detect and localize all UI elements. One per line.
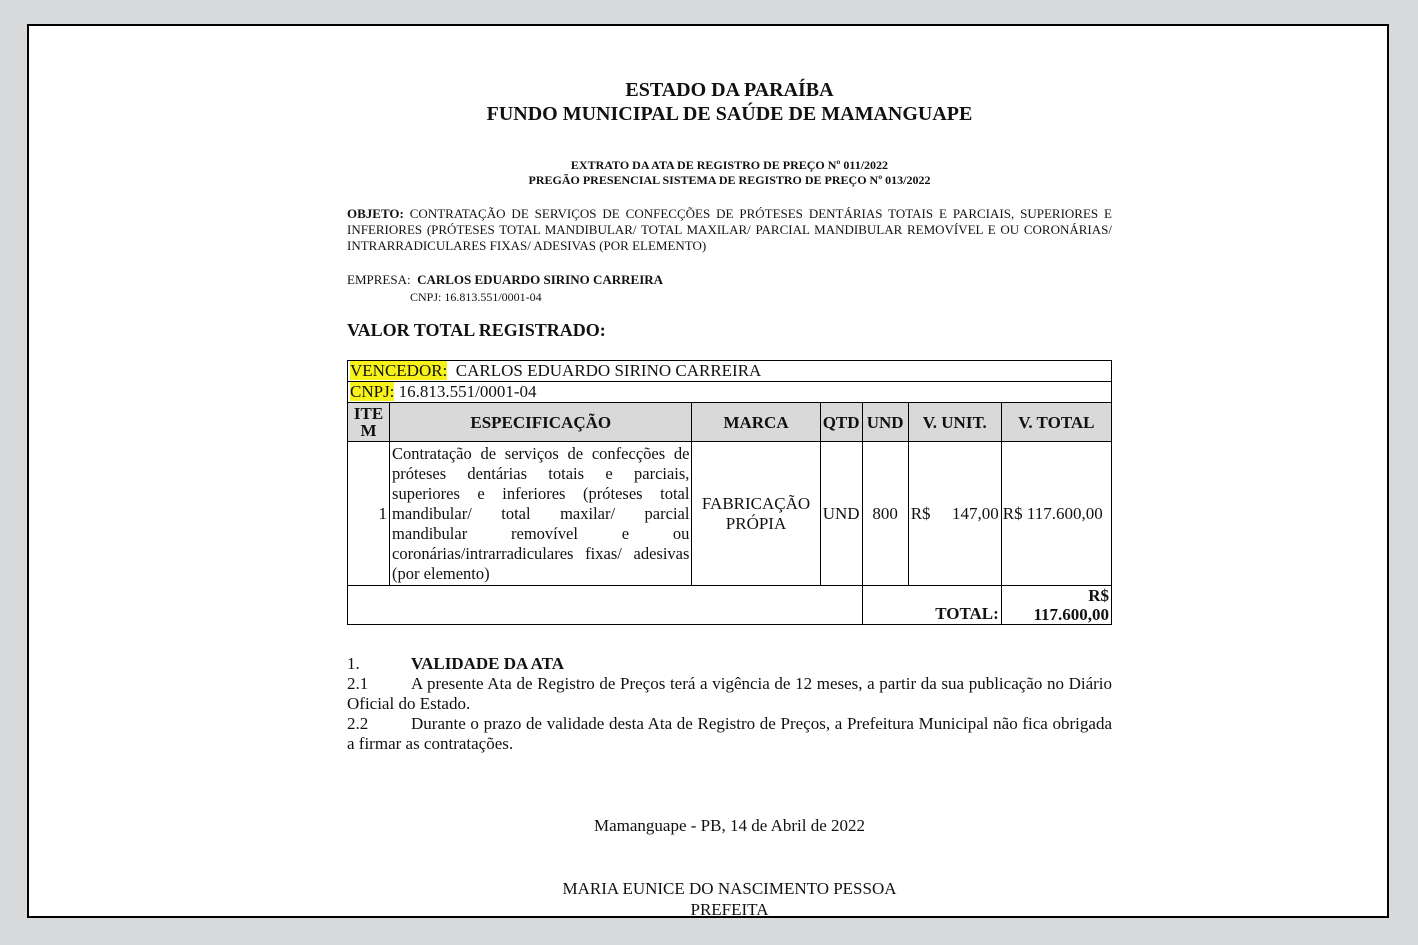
objeto-paragraph (347, 206, 1112, 254)
total-value-cell (1001, 586, 1111, 625)
vencedor-label: VENCEDOR: (350, 361, 448, 380)
table-row (348, 442, 1112, 586)
header-qtd: QTD (820, 403, 862, 442)
total-value: 117.600,00 (1033, 605, 1109, 624)
row-marca: FABRICAÇÃO PRÓPIA (692, 442, 820, 586)
vencedor-row (348, 361, 1112, 382)
empresa-line (347, 272, 663, 288)
clause-2-2-number: 2.2 (347, 714, 369, 733)
total-row (348, 586, 1112, 625)
header-vtotal: V. TOTAL (1001, 403, 1111, 442)
header-state: ESTADO DA PARAÍBA (625, 79, 834, 101)
clause-2-1-number: 2.1 (347, 674, 369, 693)
empresa-cnpj: CNPJ: 16.813.551/0001-04 (410, 290, 542, 304)
row-item: 1 (348, 442, 390, 586)
valor-total-title: VALOR TOTAL REGISTRADO: (347, 320, 606, 340)
cnpj-label: CNPJ: (350, 382, 395, 401)
header-marca: MARCA (692, 403, 820, 442)
objeto-text: CONTRATAÇÃO DE SERVIÇOS DE CONFECÇÕES DE PRÓTESES DENTÁRIAS TOTAIS E PARCIAIS, SUPERIORES E INFERIORES (PRÓTESES TOTAL MANDIBULAR/ TOTAL MAXILAR/ PARCIAL MANDIBULAR REMOVÍVEL E OU CORONÁRIAS/ INTRARRADICULARES FIXAS/ ADESIVAS (POR ELEMENTO) (347, 206, 1112, 253)
header-especificacao: ESPECIFICAÇÃO (390, 403, 692, 442)
clause-2-2-text: Durante o prazo de validade desta Ata de Registro de Preços, a Prefeitura Municipal não fica obrigada a firmar as contratações. (347, 714, 1112, 753)
subtitle-extrato: EXTRATO DA ATA DE REGISTRO DE PREÇO Nº 011/2022 (570, 158, 889, 172)
row-und: 800 (862, 442, 908, 586)
clause-2-1-text: A presente Ata de Registro de Preços terá a vigência de 12 meses, a partir da sua publicação no Diário Oficial do Estado. (347, 674, 1112, 713)
validade-title: VALIDADE DA ATA (411, 654, 565, 673)
signature-name: MARIA EUNICE DO NASCIMENTO PESSOA (562, 879, 897, 898)
document-frame (27, 24, 1389, 918)
document-date: Mamanguape - PB, 14 de Abril de 2022 (593, 816, 865, 835)
validade-clause-2-1 (347, 674, 1112, 714)
table-header-row (348, 403, 1112, 442)
row-vtotal: R$ 117.600,00 (1001, 442, 1111, 586)
row-vunit-currency: R$ (910, 503, 931, 523)
validade-clause-2-2 (347, 714, 1112, 754)
header-fund: FUNDO MUNICIPAL DE SAÚDE DE MAMANGUAPE (486, 103, 973, 125)
cnpj-value: 16.813.551/0001-04 (398, 382, 537, 401)
signature-block (347, 878, 1112, 920)
total-currency: R$ (1088, 586, 1109, 605)
signature-role: PREFEITA (690, 900, 769, 919)
validade-section (347, 654, 1112, 754)
empresa-name: CARLOS EDUARDO SIRINO CARREIRA (417, 272, 664, 287)
empresa-label: EMPRESA: (347, 272, 411, 287)
row-especificacao: Contratação de serviços de confecções de próteses dentárias totais e parciais, superiores e inferiores (próteses total mandibular/ total maxilar/ parcial mandibular removível e ou coronárias/intrarradiculares fixas/ adesivas (por elemento) (390, 442, 692, 586)
row-vunit-value: 147,00 (952, 503, 999, 523)
validade-number: 1. (347, 654, 360, 673)
header-und: UND (862, 403, 908, 442)
document-header (347, 78, 1112, 126)
objeto-label: OBJETO: (347, 206, 404, 221)
header-vunit: V. UNIT. (908, 403, 1001, 442)
header-item: ITE M (348, 403, 390, 442)
vencedor-name: CARLOS EDUARDO SIRINO CARREIRA (455, 361, 762, 380)
row-vunit (908, 442, 1001, 586)
subtitle-pregao: PREGÃO PRESENCIAL SISTEMA DE REGISTRO DE PREÇO Nº 013/2022 (528, 173, 931, 187)
cnpj-row (348, 382, 1112, 403)
price-table (347, 360, 1112, 625)
total-label: TOTAL: (862, 586, 1001, 625)
validade-heading (347, 654, 1112, 674)
document-subtitle (347, 158, 1112, 188)
row-qtd: UND (820, 442, 862, 586)
total-empty-cell (348, 586, 863, 625)
